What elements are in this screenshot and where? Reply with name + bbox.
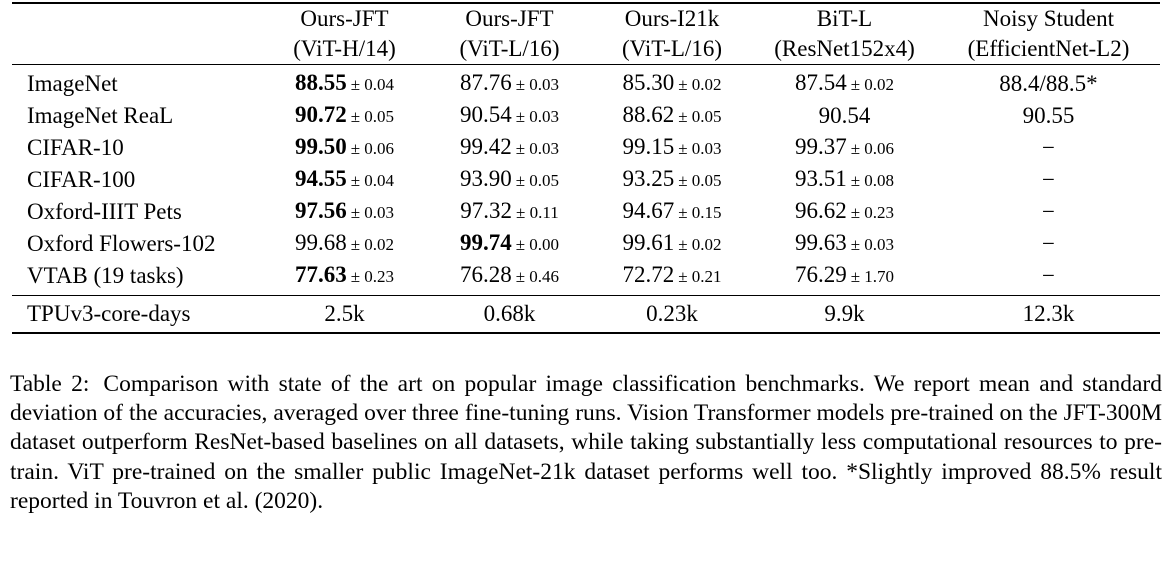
table-row	[12, 196, 1160, 228]
std-dev: ± 0.03	[678, 139, 722, 158]
result-cell	[262, 164, 427, 196]
results-table	[12, 4, 1160, 64]
column-header-line2: (ViT-L/16)	[622, 36, 722, 61]
result-cell	[937, 132, 1160, 164]
value: 99.15	[622, 134, 675, 159]
result-cell	[427, 196, 592, 228]
cost-cell: 2.5k	[324, 301, 365, 326]
table-bottom-rule	[12, 332, 1160, 334]
std-dev: ± 0.21	[678, 267, 722, 286]
result-cell	[752, 260, 937, 292]
std-dev: ± 0.03	[350, 203, 395, 222]
result-cell	[937, 260, 1160, 292]
std-dev: ± 0.23	[350, 267, 395, 286]
std-dev: ± 0.06	[350, 139, 395, 158]
table-row	[12, 100, 1160, 132]
table-caption	[10, 370, 1162, 516]
std-dev: ± 0.08	[850, 171, 895, 190]
value: 88.4/88.5*	[999, 71, 1098, 96]
table-row	[12, 260, 1160, 292]
std-dev: ± 1.70	[850, 267, 895, 286]
column-header	[262, 4, 427, 64]
std-dev: ± 0.02	[350, 235, 395, 254]
value: 88.62	[622, 102, 675, 127]
row-label: Oxford-IIIT Pets	[27, 199, 182, 224]
header-corner	[12, 4, 262, 64]
row-label: Oxford Flowers-102	[27, 231, 216, 256]
value: 85.30	[622, 70, 675, 95]
column-header-line1: Ours-JFT	[465, 6, 554, 31]
result-cell	[262, 260, 427, 292]
result-cell	[592, 164, 752, 196]
value: 87.76	[459, 70, 512, 95]
std-dev: ± 0.02	[850, 75, 895, 94]
table-row	[12, 68, 1160, 100]
result-cell	[752, 228, 937, 260]
best-value: 94.55	[294, 166, 347, 191]
value: 99.68	[294, 230, 347, 255]
table-row	[12, 228, 1160, 260]
table-row	[12, 164, 1160, 196]
table-row	[12, 132, 1160, 164]
result-cell	[592, 228, 752, 260]
value: −	[1042, 199, 1055, 224]
value: −	[1042, 231, 1055, 256]
header-row	[12, 4, 1160, 64]
column-header-line1: Ours-JFT	[300, 6, 389, 31]
column-header-line1: Noisy Student	[983, 6, 1114, 31]
std-dev: ± 0.00	[515, 235, 560, 254]
results-table-rows	[12, 68, 1160, 292]
std-dev: ± 0.05	[515, 171, 560, 190]
row-label: ImageNet ReaL	[27, 103, 174, 128]
value: −	[1042, 263, 1055, 288]
best-value: 99.74	[459, 230, 512, 255]
result-cell	[937, 68, 1160, 100]
best-value: 99.50	[294, 134, 347, 159]
value: 97.32	[460, 198, 513, 223]
result-cell	[427, 68, 592, 100]
result-cell	[262, 100, 427, 132]
result-cell	[262, 132, 427, 164]
column-header	[752, 4, 937, 64]
value: 99.63	[794, 230, 847, 255]
result-cell	[427, 228, 592, 260]
result-cell	[592, 132, 752, 164]
std-dev: ± 0.03	[515, 139, 560, 158]
cost-cell: 9.9k	[824, 301, 865, 326]
row-label: CIFAR-100	[27, 167, 136, 192]
column-header	[592, 4, 752, 64]
std-dev: ± 0.03	[850, 235, 895, 254]
table-header-rule	[12, 64, 1160, 65]
result-cell	[427, 132, 592, 164]
std-dev: ± 0.04	[350, 171, 395, 190]
result-cell	[937, 196, 1160, 228]
value: −	[1042, 135, 1055, 160]
value: 99.37	[794, 134, 847, 159]
value: 90.55	[1022, 103, 1075, 128]
value: 94.67	[622, 198, 675, 223]
std-dev: ± 0.23	[850, 203, 895, 222]
results-table-body	[12, 68, 1160, 292]
result-cell	[427, 100, 592, 132]
column-header-line1: BiT-L	[816, 6, 873, 31]
result-cell	[752, 132, 937, 164]
result-cell	[592, 260, 752, 292]
result-cell	[937, 228, 1160, 260]
column-header-line1: Ours-I21k	[624, 6, 720, 31]
cost-row-label: TPUv3-core-days	[27, 301, 191, 326]
result-cell	[937, 164, 1160, 196]
value: 96.62	[794, 198, 847, 223]
std-dev: ± 0.04	[350, 75, 395, 94]
value: 72.72	[622, 262, 675, 287]
cost-cell: 0.23k	[646, 301, 698, 326]
result-cell	[752, 68, 937, 100]
result-cell	[262, 228, 427, 260]
result-cell	[752, 100, 937, 132]
std-dev: ± 0.05	[678, 171, 722, 190]
result-cell	[937, 100, 1160, 132]
value: 76.28	[459, 262, 512, 287]
value: 87.54	[794, 70, 847, 95]
value: 93.25	[622, 166, 675, 191]
cost-table	[12, 296, 1160, 332]
column-header-line2: (ViT-L/16)	[459, 36, 560, 61]
value: −	[1042, 167, 1055, 192]
result-cell	[592, 196, 752, 228]
std-dev: ± 0.02	[678, 235, 722, 254]
result-cell	[262, 196, 427, 228]
std-dev: ± 0.06	[850, 139, 895, 158]
value: 90.54	[818, 103, 871, 128]
column-header-line2: (ResNet152x4)	[774, 36, 915, 61]
cost-cell: 12.3k	[1022, 301, 1075, 326]
result-cell	[592, 68, 752, 100]
result-cell	[752, 196, 937, 228]
result-cell	[427, 164, 592, 196]
result-cell	[427, 260, 592, 292]
column-header	[427, 4, 592, 64]
value: 76.29	[794, 262, 847, 287]
value: 99.42	[459, 134, 512, 159]
results-table-container	[12, 2, 1160, 334]
std-dev: ± 0.05	[678, 107, 722, 126]
caption-label: Table 2:	[10, 371, 90, 397]
best-value: 88.55	[294, 70, 347, 95]
cost-cell: 0.68k	[483, 301, 536, 326]
value: 93.90	[459, 166, 512, 191]
caption-text: Comparison with state of the art on popular image classification benchmarks. We report mean and standard deviation of the accuracies, averaged over three fine-tuning runs. Vision Transformer models pre-trained on the JFT-300M dataset outperform ResNet-based baselines on all datasets, while taking substantially less computational resources to pre-train. ViT pre-trained on the smaller public ImageNet-21k dataset performs well too. *Slightly improved 88.5% result reported in Touvron et al. (2020).	[10, 371, 1162, 514]
cost-row	[12, 296, 1160, 332]
result-cell	[592, 100, 752, 132]
std-dev: ± 0.02	[678, 75, 722, 94]
row-label: VTAB (19 tasks)	[27, 263, 184, 288]
std-dev: ± 0.11	[516, 203, 559, 222]
column-header	[937, 4, 1160, 64]
std-dev: ± 0.03	[515, 107, 560, 126]
std-dev: ± 0.03	[515, 75, 560, 94]
value: 99.61	[622, 230, 675, 255]
column-header-line2: (ViT-H/14)	[293, 36, 396, 61]
row-label: ImageNet	[27, 71, 118, 96]
result-cell	[752, 164, 937, 196]
row-label: CIFAR-10	[27, 135, 124, 160]
best-value: 97.56	[294, 198, 347, 223]
best-value: 90.72	[294, 102, 347, 127]
std-dev: ± 0.46	[515, 267, 560, 286]
value: 93.51	[794, 166, 847, 191]
column-header-line2: (EfficientNet-L2)	[967, 36, 1130, 61]
std-dev: ± 0.05	[350, 107, 395, 126]
result-cell	[262, 68, 427, 100]
std-dev: ± 0.15	[678, 203, 722, 222]
best-value: 77.63	[294, 262, 347, 287]
value: 90.54	[459, 102, 512, 127]
